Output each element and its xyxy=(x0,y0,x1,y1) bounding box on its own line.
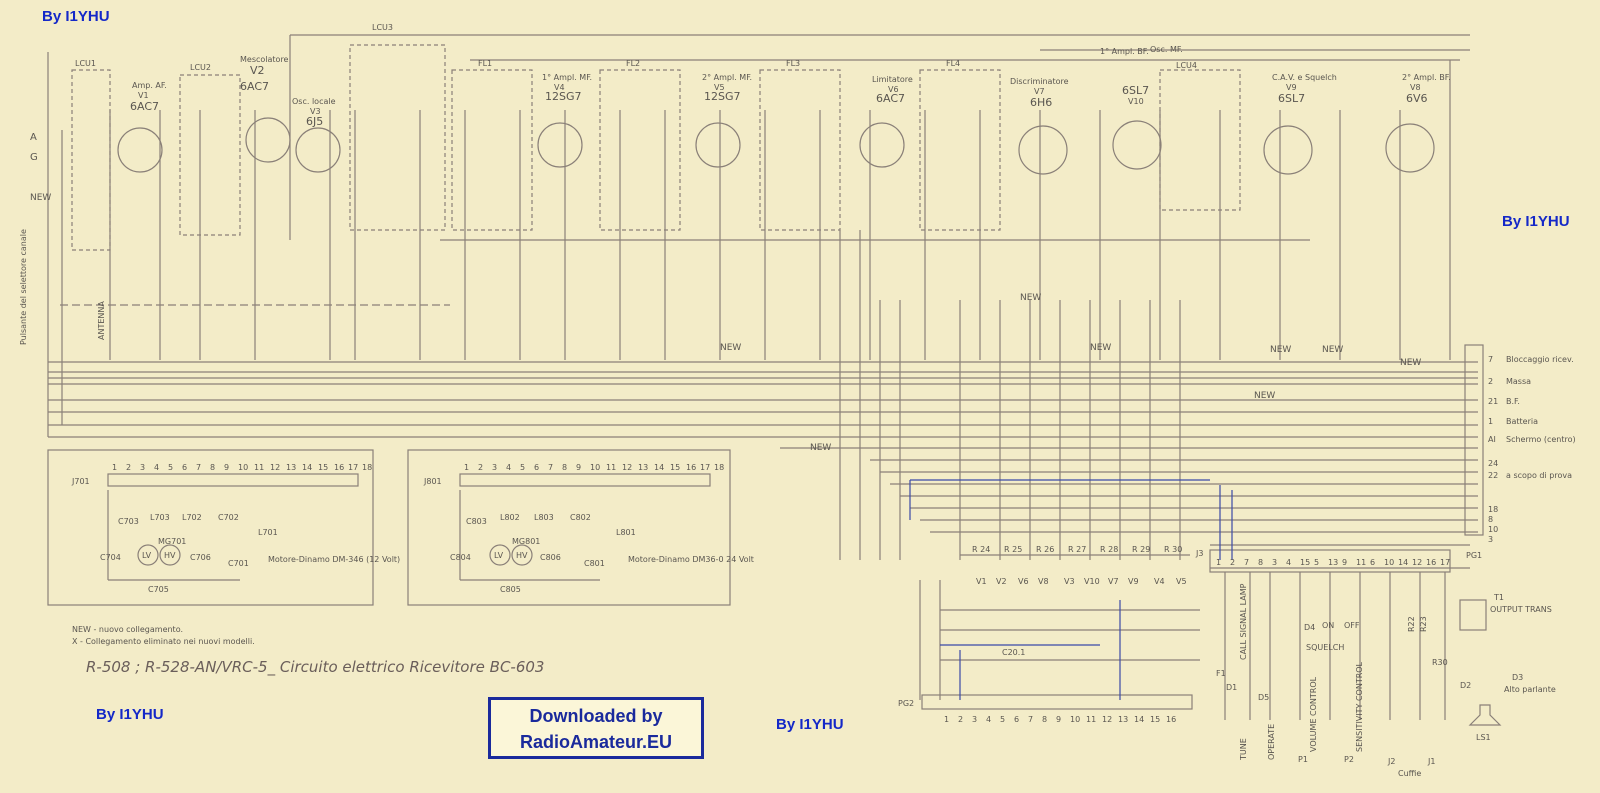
svg-text:15: 15 xyxy=(1150,715,1161,724)
svg-text:P1: P1 xyxy=(1298,755,1308,764)
svg-text:V5: V5 xyxy=(1176,577,1187,586)
svg-text:5: 5 xyxy=(168,463,174,472)
group-fl4: FL4 xyxy=(946,59,961,68)
j801-box xyxy=(423,463,754,594)
svg-text:V6: V6 xyxy=(888,85,899,94)
c201-label: C20.1 xyxy=(1002,648,1026,657)
svg-text:Cuffie: Cuffie xyxy=(1398,769,1422,778)
controls-area xyxy=(1216,583,1556,778)
svg-text:R30: R30 xyxy=(1432,658,1448,667)
svg-text:15: 15 xyxy=(670,463,681,472)
svg-text:R 28: R 28 xyxy=(1100,545,1119,554)
download-line1: Downloaded by xyxy=(529,706,663,726)
svg-text:8: 8 xyxy=(562,463,568,472)
antenna-g-label: G xyxy=(30,152,38,163)
svg-text:3: 3 xyxy=(492,463,498,472)
watermark-bottom-center: By I1YHU xyxy=(776,716,844,733)
svg-text:C703: C703 xyxy=(118,517,139,526)
svg-text:2° Ampl. MF.: 2° Ampl. MF. xyxy=(702,73,753,82)
svg-text:7: 7 xyxy=(1028,715,1034,724)
svg-text:C803: C803 xyxy=(466,517,487,526)
svg-text:J2: J2 xyxy=(1388,757,1396,766)
svg-text:14: 14 xyxy=(1398,558,1409,567)
svg-text:CALL SIGNAL LAMP: CALL SIGNAL LAMP xyxy=(1239,583,1248,660)
svg-text:J801: J801 xyxy=(424,477,442,486)
svg-text:V9: V9 xyxy=(1128,577,1139,586)
svg-text:SQUELCH: SQUELCH xyxy=(1306,643,1345,652)
svg-text:L701: L701 xyxy=(258,528,278,537)
group-fl3: FL3 xyxy=(786,59,801,68)
svg-text:R23: R23 xyxy=(1419,616,1428,632)
pg2-connector xyxy=(898,699,1176,724)
svg-text:6: 6 xyxy=(182,463,188,472)
j701-box xyxy=(71,463,400,594)
svg-text:HV: HV xyxy=(164,551,176,560)
svg-text:C704: C704 xyxy=(100,553,121,562)
svg-text:8: 8 xyxy=(1488,515,1494,524)
svg-text:1° Ampl. MF.: 1° Ampl. MF. xyxy=(542,73,593,82)
svg-text:L702: L702 xyxy=(182,513,202,522)
svg-text:V8: V8 xyxy=(1038,577,1049,586)
svg-text:V7: V7 xyxy=(1108,577,1119,586)
legend-new: NEW - nuovo collegamento. xyxy=(72,625,183,634)
svg-text:11: 11 xyxy=(1356,558,1367,567)
new-marker: NEW xyxy=(30,193,52,203)
svg-text:Alto parlante: Alto parlante xyxy=(1504,685,1556,694)
svg-text:V10: V10 xyxy=(1084,577,1100,586)
svg-text:J701: J701 xyxy=(72,477,90,486)
watermark-top-left: By I1YHU xyxy=(42,8,110,25)
svg-text:4: 4 xyxy=(1286,558,1292,567)
svg-text:6J5: 6J5 xyxy=(306,115,324,128)
svg-text:5: 5 xyxy=(520,463,526,472)
svg-text:6AC7: 6AC7 xyxy=(876,92,906,105)
svg-text:3: 3 xyxy=(1488,535,1494,544)
stage-v1 xyxy=(130,81,167,113)
svg-text:8: 8 xyxy=(210,463,216,472)
new-marker-9: NEW xyxy=(1254,391,1276,401)
svg-text:7: 7 xyxy=(1488,355,1494,364)
svg-text:V8: V8 xyxy=(1410,83,1421,92)
svg-text:R 27: R 27 xyxy=(1068,545,1087,554)
stage-v8 xyxy=(1402,73,1451,105)
svg-text:16: 16 xyxy=(1166,715,1177,724)
svg-text:13: 13 xyxy=(1328,558,1339,567)
svg-text:7: 7 xyxy=(548,463,554,472)
svg-text:6: 6 xyxy=(1014,715,1020,724)
svg-text:HV: HV xyxy=(516,551,528,560)
svg-text:SENSITIVITY CONTROL: SENSITIVITY CONTROL xyxy=(1355,661,1364,752)
watermark-right: By I1YHU xyxy=(1502,213,1570,230)
group-lcu1: LCU1 xyxy=(75,59,96,68)
wiring xyxy=(48,35,1500,725)
svg-text:4: 4 xyxy=(154,463,160,472)
resistor-row xyxy=(972,545,1182,554)
svg-text:C702: C702 xyxy=(218,513,239,522)
svg-text:V1: V1 xyxy=(976,577,987,586)
watermark-bottom-left: By I1YHU xyxy=(96,706,164,723)
svg-text:12: 12 xyxy=(1412,558,1423,567)
stage-v6 xyxy=(872,75,913,105)
svg-text:ON: ON xyxy=(1322,621,1335,630)
svg-text:V2: V2 xyxy=(996,577,1007,586)
svg-text:C806: C806 xyxy=(540,553,561,562)
svg-text:C706: C706 xyxy=(190,553,211,562)
svg-text:6V6: 6V6 xyxy=(1406,92,1428,105)
svg-text:6H6: 6H6 xyxy=(1030,96,1053,109)
new-marker-6: NEW xyxy=(1322,345,1344,355)
svg-text:PG2: PG2 xyxy=(898,699,915,708)
svg-text:10: 10 xyxy=(590,463,601,472)
svg-text:V10: V10 xyxy=(1128,97,1144,106)
new-marker-7: NEW xyxy=(1400,358,1422,368)
svg-text:16: 16 xyxy=(334,463,345,472)
svg-text:18: 18 xyxy=(714,463,725,472)
svg-text:Batteria: Batteria xyxy=(1506,417,1538,426)
svg-text:15: 15 xyxy=(318,463,329,472)
stage-v5 xyxy=(702,73,752,103)
svg-text:VOLUME CONTROL: VOLUME CONTROL xyxy=(1309,676,1318,752)
svg-text:6SL7: 6SL7 xyxy=(1122,84,1150,97)
svg-text:8: 8 xyxy=(1258,558,1264,567)
antenna-a-label: A xyxy=(30,132,37,143)
svg-text:Limitatore: Limitatore xyxy=(872,75,913,84)
svg-text:10: 10 xyxy=(1488,525,1499,534)
svg-text:11: 11 xyxy=(606,463,617,472)
svg-text:V4: V4 xyxy=(554,83,565,92)
new-marker-4: NEW xyxy=(1090,343,1112,353)
svg-text:10: 10 xyxy=(238,463,249,472)
stage-v4 xyxy=(542,73,592,103)
svg-text:C705: C705 xyxy=(148,585,169,594)
new-marker-3: NEW xyxy=(1020,293,1042,303)
svg-text:B.F.: B.F. xyxy=(1506,397,1520,406)
svg-text:5: 5 xyxy=(1000,715,1006,724)
svg-text:24: 24 xyxy=(1488,459,1499,468)
schematic-title: R-508 ; R-528-AN/VRC-5_ Circuito elettrico Ricevitore BC-603 xyxy=(86,658,545,676)
svg-text:MG801: MG801 xyxy=(512,537,541,546)
group-lcu2: LCU2 xyxy=(190,63,211,72)
svg-text:1: 1 xyxy=(944,715,950,724)
svg-text:1: 1 xyxy=(1216,558,1222,567)
svg-text:22: 22 xyxy=(1488,471,1499,480)
svg-text:3: 3 xyxy=(140,463,146,472)
svg-text:16: 16 xyxy=(686,463,697,472)
svg-text:4: 4 xyxy=(986,715,992,724)
new-marker-8: NEW xyxy=(810,443,832,453)
svg-text:2: 2 xyxy=(958,715,964,724)
svg-text:2° Ampl. BF.: 2° Ampl. BF. xyxy=(1402,73,1451,82)
svg-text:11: 11 xyxy=(254,463,265,472)
svg-text:6SL7: 6SL7 xyxy=(1278,92,1306,105)
svg-text:L801: L801 xyxy=(616,528,636,537)
svg-text:13: 13 xyxy=(1118,715,1129,724)
svg-text:2: 2 xyxy=(126,463,132,472)
svg-text:18: 18 xyxy=(362,463,373,472)
svg-text:F1: F1 xyxy=(1216,669,1226,678)
svg-text:12: 12 xyxy=(622,463,633,472)
svg-text:6: 6 xyxy=(1370,558,1376,567)
svg-text:1: 1 xyxy=(1488,417,1494,426)
svg-text:6: 6 xyxy=(534,463,540,472)
svg-text:R 25: R 25 xyxy=(1004,545,1023,554)
svg-text:16: 16 xyxy=(1426,558,1437,567)
svg-text:a scopo di prova: a scopo di prova xyxy=(1506,471,1572,480)
svg-text:14: 14 xyxy=(302,463,313,472)
svg-text:11: 11 xyxy=(1086,715,1097,724)
antenna-vertical-label: ANTENNA xyxy=(97,301,106,340)
svg-text:V9: V9 xyxy=(1286,83,1297,92)
svg-text:13: 13 xyxy=(638,463,649,472)
stage-v9 xyxy=(1272,73,1337,105)
svg-text:PG1: PG1 xyxy=(1466,551,1483,560)
svg-text:LV: LV xyxy=(494,551,504,560)
svg-text:OFF: OFF xyxy=(1344,621,1360,630)
stage-v7 xyxy=(1010,77,1069,109)
svg-text:1° Ampl. BF.: 1° Ampl. BF. xyxy=(1100,47,1149,56)
stage-v3 xyxy=(292,97,336,128)
svg-text:P2: P2 xyxy=(1344,755,1354,764)
svg-text:10: 10 xyxy=(1070,715,1081,724)
svg-text:LS1: LS1 xyxy=(1476,733,1491,742)
svg-text:D3: D3 xyxy=(1512,673,1524,682)
svg-text:D5: D5 xyxy=(1258,693,1270,702)
svg-text:17: 17 xyxy=(700,463,711,472)
download-credit-box xyxy=(488,697,704,759)
svg-text:3: 3 xyxy=(1272,558,1278,567)
svg-text:C805: C805 xyxy=(500,585,521,594)
svg-text:V5: V5 xyxy=(714,83,725,92)
svg-text:C.A.V. e Squelch: C.A.V. e Squelch xyxy=(1272,73,1337,82)
svg-text:R22: R22 xyxy=(1407,616,1416,632)
svg-text:Motore-Dinamo DM-346 (12 Volt): Motore-Dinamo DM-346 (12 Volt) xyxy=(268,555,401,564)
svg-text:2: 2 xyxy=(478,463,484,472)
group-lcu3: LCU3 xyxy=(372,23,393,32)
stage-v2 xyxy=(240,55,289,93)
svg-text:L803: L803 xyxy=(534,513,554,522)
svg-text:14: 14 xyxy=(654,463,665,472)
new-marker-5: NEW xyxy=(1270,345,1292,355)
download-line2: RadioAmateur.EU xyxy=(519,732,673,752)
svg-text:6AC7: 6AC7 xyxy=(130,100,160,113)
svg-text:D4: D4 xyxy=(1304,623,1316,632)
svg-text:5: 5 xyxy=(1314,558,1320,567)
svg-text:T1: T1 xyxy=(1494,593,1504,602)
svg-text:17: 17 xyxy=(348,463,359,472)
legend-x: X - Collegamento eliminato nei nuovi modelli. xyxy=(72,637,255,646)
svg-text:V3: V3 xyxy=(310,107,321,116)
svg-text:D2: D2 xyxy=(1460,681,1472,690)
svg-text:12: 12 xyxy=(270,463,281,472)
svg-text:12: 12 xyxy=(1102,715,1113,724)
svg-text:R 30: R 30 xyxy=(1164,545,1183,554)
svg-text:V4: V4 xyxy=(1154,577,1165,586)
svg-text:9: 9 xyxy=(1056,715,1062,724)
svg-text:C802: C802 xyxy=(570,513,591,522)
svg-text:12SG7: 12SG7 xyxy=(704,90,741,103)
svg-text:TUNE: TUNE xyxy=(1239,738,1248,760)
svg-text:7: 7 xyxy=(196,463,202,472)
svg-text:LV: LV xyxy=(142,551,152,560)
svg-text:Motore-Dinamo DM36-0 24 Volt: Motore-Dinamo DM36-0 24 Volt xyxy=(628,555,754,564)
svg-text:13: 13 xyxy=(286,463,297,472)
svg-text:9: 9 xyxy=(576,463,582,472)
svg-text:J1: J1 xyxy=(1428,757,1436,766)
svg-text:14: 14 xyxy=(1134,715,1145,724)
j3-connector xyxy=(1195,549,1450,567)
svg-text:9: 9 xyxy=(1342,558,1348,567)
group-fl2: FL2 xyxy=(626,59,641,68)
svg-text:R 29: R 29 xyxy=(1132,545,1151,554)
svg-text:Amp. AF.: Amp. AF. xyxy=(132,81,167,90)
svg-text:V6: V6 xyxy=(1018,577,1029,586)
group-fl1: FL1 xyxy=(478,59,493,68)
svg-text:Bloccaggio ricev.: Bloccaggio ricev. xyxy=(1506,355,1574,364)
svg-text:J3: J3 xyxy=(1196,549,1204,558)
osc-mf-label: Osc. MF. xyxy=(1150,45,1183,54)
svg-text:10: 10 xyxy=(1384,558,1395,567)
svg-text:C701: C701 xyxy=(228,559,249,568)
svg-text:Osc. locale: Osc. locale xyxy=(292,97,336,106)
svg-text:L703: L703 xyxy=(150,513,170,522)
svg-text:V3: V3 xyxy=(1064,577,1075,586)
svg-text:2: 2 xyxy=(1230,558,1236,567)
svg-text:7: 7 xyxy=(1244,558,1250,567)
svg-text:17: 17 xyxy=(1440,558,1451,567)
svg-text:MG701: MG701 xyxy=(158,537,187,546)
svg-text:21: 21 xyxy=(1488,397,1499,406)
svg-text:V7: V7 xyxy=(1034,87,1045,96)
svg-text:Schermo (centro): Schermo (centro) xyxy=(1506,435,1576,444)
svg-text:18: 18 xyxy=(1488,505,1499,514)
svg-text:AI: AI xyxy=(1488,435,1496,444)
svg-text:15: 15 xyxy=(1300,558,1311,567)
svg-text:12SG7: 12SG7 xyxy=(545,90,582,103)
svg-text:C804: C804 xyxy=(450,553,471,562)
svg-text:4: 4 xyxy=(506,463,512,472)
new-marker-2: NEW xyxy=(720,343,742,353)
svg-text:R 26: R 26 xyxy=(1036,545,1055,554)
svg-text:C801: C801 xyxy=(584,559,605,568)
svg-text:R 24: R 24 xyxy=(972,545,991,554)
heater-row xyxy=(976,577,1187,586)
svg-text:8: 8 xyxy=(1042,715,1048,724)
svg-text:1: 1 xyxy=(112,463,118,472)
svg-text:6AC7: 6AC7 xyxy=(240,80,270,93)
svg-text:Discriminatore: Discriminatore xyxy=(1010,77,1069,86)
svg-text:2: 2 xyxy=(1488,377,1494,386)
svg-text:V1: V1 xyxy=(138,91,149,100)
group-lcu4: LCU4 xyxy=(1176,61,1197,70)
svg-text:9: 9 xyxy=(224,463,230,472)
selector-vertical-label: Pulsante del selettore canale xyxy=(19,229,28,345)
stage-v10 xyxy=(1100,47,1149,106)
svg-text:D1: D1 xyxy=(1226,683,1238,692)
svg-text:OUTPUT TRANS: OUTPUT TRANS xyxy=(1490,605,1552,614)
blue-wiring xyxy=(910,480,1232,700)
svg-text:Massa: Massa xyxy=(1506,377,1532,386)
svg-text:V2: V2 xyxy=(250,64,265,77)
svg-text:3: 3 xyxy=(972,715,978,724)
svg-text:L802: L802 xyxy=(500,513,520,522)
svg-text:1: 1 xyxy=(464,463,470,472)
svg-text:Mescolatore: Mescolatore xyxy=(240,55,289,64)
svg-text:OPERATE: OPERATE xyxy=(1267,723,1276,760)
